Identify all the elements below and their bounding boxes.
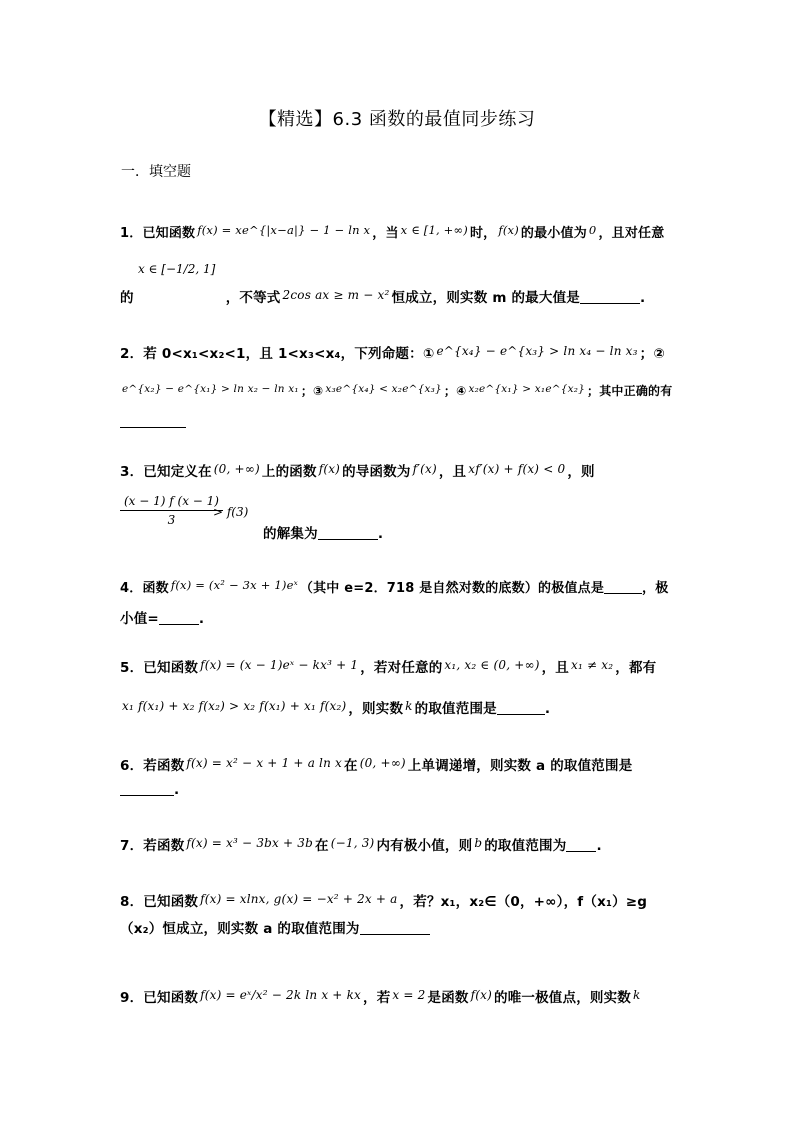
- q9-text: 9．已知函数: [120, 990, 199, 1006]
- q4-text: ，极: [642, 581, 669, 596]
- question-2-line-2: [120, 382, 676, 399]
- q1-text: 时，: [469, 226, 497, 241]
- question-6-line-2: [120, 782, 676, 798]
- q9-text: 是函数: [427, 990, 469, 1006]
- q7-text: 7．若函数: [120, 838, 185, 854]
- q1-formula-f: f(x) = xe^{|x−a|} − 1 − ln x: [197, 223, 371, 237]
- question-6-line-1: [120, 754, 676, 774]
- question-7-line-1: [120, 834, 676, 854]
- q2-text: ；④: [443, 384, 467, 398]
- q6-formula-f: f(x) = x² − x + 1 + a ln x: [186, 756, 343, 770]
- q7-text: 在: [315, 838, 329, 854]
- q2-text: 2．若 0<x₁<x₂<1，且 1<x₃<x₄，下列命题：①: [120, 346, 435, 362]
- q1-formula-inequality: 2cos ax ≥ m − x²: [282, 288, 390, 302]
- q2-text: ；其中正确的有: [587, 384, 673, 398]
- q1-formula-domain: x ∈ [1, +∞): [400, 223, 468, 237]
- question-4-line-1: [120, 577, 676, 596]
- question-1-line-2: [120, 286, 676, 306]
- q3-formula-interval: (0, +∞): [213, 462, 260, 476]
- answer-blank: [360, 922, 430, 935]
- question-4-line-2: [120, 607, 676, 627]
- q6-text: 6．若函数: [120, 758, 185, 774]
- q3-formula-derivative: f′(x): [412, 462, 437, 476]
- answer-blank: [604, 581, 642, 594]
- q7-text: 的取值范围为: [484, 838, 567, 854]
- q7-text: .: [596, 838, 602, 854]
- q6-formula-interval: (0, +∞): [359, 756, 406, 770]
- q7-text: 内有极小值，则: [376, 838, 473, 854]
- q4-text: 4．函数: [120, 581, 169, 596]
- q3-formula-condition: xf′(x) + f(x) < 0: [468, 462, 566, 476]
- question-5-line-1: [120, 656, 676, 676]
- q3-text: 3．已知定义在: [120, 464, 212, 480]
- q2-formula-4: x₂e^{x₁} > x₁e^{x₂}: [468, 383, 586, 395]
- question-8-line-2: [120, 917, 676, 937]
- q8-formula-fg: f(x) = xlnx, g(x) = −x² + 2x + a: [200, 892, 398, 906]
- q5-formula-neq: x₁ ≠ x₂: [571, 658, 614, 672]
- answer-blank: [159, 612, 199, 625]
- answer-blank: [120, 415, 186, 428]
- q1-text: 的: [120, 290, 134, 306]
- document-title: 【精选】6.3 函数的最值同步练习: [258, 109, 536, 130]
- q9-text: 的唯一极值点，则实数: [494, 990, 631, 1006]
- q4-formula-f: f(x) = (x² − 3x + 1)eˣ: [170, 578, 298, 592]
- question-3-line-1: [120, 460, 676, 480]
- question-5-line-2: [120, 697, 676, 717]
- q5-formula-inequality: x₁ f(x₁) + x₂ f(x₂) > x₂ f(x₁) + x₁ f(x₂): [122, 699, 347, 713]
- question-1-line-1: [120, 222, 676, 241]
- q3-text: ，则: [567, 464, 595, 480]
- q1-text: 恒成立，则实数 m 的最大值是: [391, 290, 580, 306]
- question-2-line-1: [120, 342, 676, 362]
- q1-text: ，当: [372, 226, 399, 241]
- q5-text: 的取值范围是: [414, 701, 497, 717]
- answer-blank: [580, 291, 640, 304]
- q5-formula-domain: x₁, x₂ ∈ (0, +∞): [444, 658, 540, 672]
- q9-formula-x2: x = 2: [392, 988, 426, 1002]
- q2-formula-1: e^{x₄} − e^{x₃} > ln x₄ − ln x₃: [436, 344, 638, 358]
- q5-formula-f: f(x) = (x − 1)eˣ − kx³ + 1: [200, 658, 359, 672]
- q3-formula-fx: f(x): [318, 462, 341, 476]
- q1-text: 的最小值为: [520, 226, 587, 241]
- question-2-line-3: [120, 414, 676, 430]
- q6-text: .: [174, 782, 180, 798]
- q1-text: ，不等式: [225, 290, 281, 306]
- q9-formula-fx: f(x): [470, 988, 492, 1002]
- q3-formula-rhs: > f(3): [213, 505, 249, 519]
- q5-formula-k: k: [405, 699, 413, 713]
- q1-text: 1．已知函数: [120, 226, 196, 241]
- answer-blank: [497, 702, 545, 715]
- q3-text: .: [377, 526, 384, 542]
- section-heading: 一．填空题: [121, 164, 191, 180]
- q5-text: ，且: [541, 660, 570, 676]
- q3-text: 的导函数为: [342, 464, 411, 480]
- q7-formula-f: f(x) = x³ − 3bx + 3b: [186, 836, 314, 850]
- q5-text: .: [544, 701, 551, 717]
- q5-text: ，都有: [615, 660, 657, 676]
- q7-formula-b: b: [474, 836, 483, 850]
- q9-formula-f: f(x) = eˣ/x² − 2k ln x + kx: [200, 988, 362, 1002]
- q1-formula-interval: x ∈ [−1/2, 1]: [138, 262, 216, 276]
- question-3-line-2: [263, 522, 663, 542]
- q8-text: 8．已知函数: [120, 894, 199, 910]
- q5-text: ，则实数: [348, 701, 404, 717]
- q3-fraction-numerator: (x − 1) f (x − 1): [120, 494, 223, 511]
- q7-formula-interval: (−1, 3): [330, 836, 375, 850]
- q3-fraction-denominator: 3: [167, 513, 176, 527]
- q1-formula-fx: f(x): [498, 223, 519, 237]
- q4-text: .: [198, 611, 205, 627]
- q5-text: 5．已知函数: [120, 660, 199, 676]
- q2-formula-3: x₃e^{x₄} < x₂e^{x₃}: [325, 383, 442, 395]
- q6-text: 在: [344, 758, 358, 774]
- q3-text: 上的函数: [261, 464, 317, 480]
- q3-fraction: [120, 494, 223, 527]
- question-9-line-1: [120, 986, 676, 1006]
- q1-formula-zero: 0: [588, 223, 597, 237]
- q8-text: ，若？x₁，x₂∈（0，+∞），f（x₁）≥g: [399, 894, 648, 910]
- q2-formula-2: e^{x₂} − e^{x₁} > ln x₂ − ln x₁: [122, 383, 299, 395]
- answer-blank: [120, 783, 174, 796]
- q4-text: （其中 e=2．718 是自然对数的底数）的极值点是: [299, 581, 605, 596]
- q1-text: .: [639, 290, 646, 306]
- q5-text: ，若对任意的: [360, 660, 443, 676]
- q3-text: 的解集为: [263, 526, 318, 542]
- q8-text: （x₂）恒成立，则实数 a 的取值范围为: [120, 921, 360, 937]
- q3-text: ，且: [438, 464, 467, 480]
- answer-blank: [318, 527, 378, 540]
- question-8-line-1: [120, 890, 676, 910]
- q1-text: ，且对任意: [598, 226, 665, 241]
- q2-text: ；②: [639, 346, 665, 362]
- q9-formula-k: k: [633, 988, 641, 1002]
- answer-blank: [566, 839, 596, 852]
- q2-text: ；③: [300, 384, 324, 398]
- q6-text: 上单调递增，则实数 a 的取值范围是: [407, 758, 633, 774]
- q9-text: ，若: [363, 990, 391, 1006]
- q4-text: 小值=: [120, 611, 159, 627]
